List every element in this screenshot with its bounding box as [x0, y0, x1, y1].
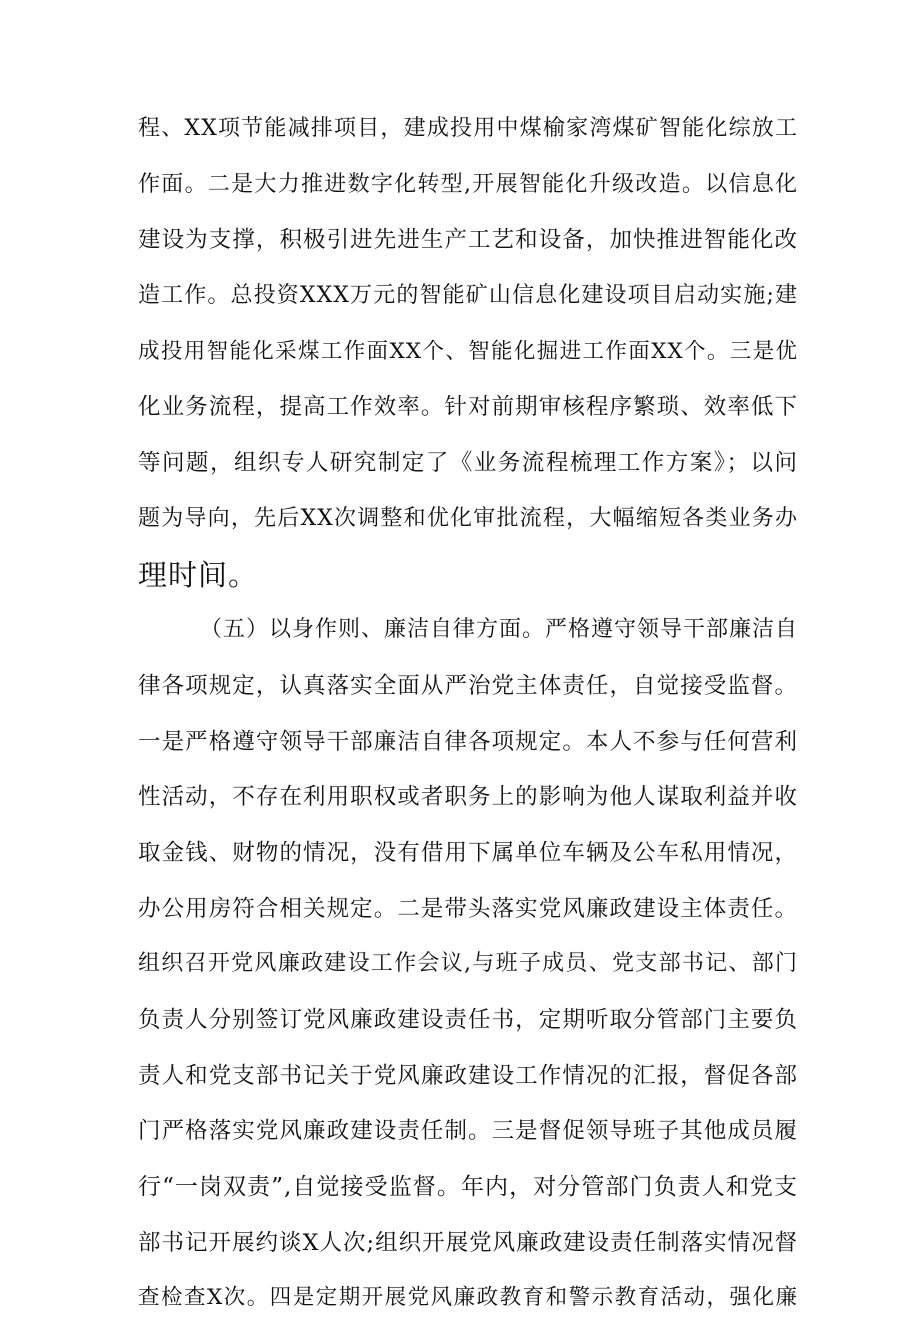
- text-line: 建设为支撑，积极引进先进生产工艺和设备，加快推进智能化改: [138, 227, 798, 254]
- text-line: 部书记开展约谈X人次;组织开展党风廉政建设责任制落实情况督: [138, 1229, 799, 1256]
- text-line: 责人和党支部书记关于党风廉政建设工作情况的汇报，督促各部: [138, 1062, 798, 1089]
- text-line: 组织召开党风廉政建设工作会议,与班子成员、党支部书记、部门: [138, 951, 798, 977]
- text-line: 律各项规定，认真落实全面从严治党主体责任，自觉接受监督。: [138, 672, 798, 699]
- text-line: 化业务流程，提高工作效率。针对前期审核程序繁琐、效率低下: [138, 394, 798, 421]
- text-line: 性活动，不存在利用职权或者职务上的影响为他人谋取利益并收: [138, 784, 798, 811]
- text-line: 办公用房符合相关规定。二是带头落实党风廉政建设主体责任。: [138, 895, 798, 922]
- text-line: 作面。二是大力推进数字化转型,开展智能化升级改造。以信息化: [138, 171, 798, 197]
- text-line: 负责人分别签订党风廉政建设责任书，定期听取分管部门主要负: [138, 1007, 798, 1033]
- text-line: 程、XX项节能减排项目，建成投用中煤榆家湾煤矿智能化综放工: [138, 116, 798, 141]
- text-line: 造工作。总投资XXX万元的智能矿山信息化建设项目启动实施;建: [138, 283, 798, 309]
- text-line: 等问题，组织专人研究制定了《业务流程梳理工作方案》；以问: [138, 450, 798, 477]
- text-line: 行“一岗双责”,自觉接受监督。年内，对分管部门负责人和党支: [138, 1174, 798, 1201]
- text-line: 取金钱、财物的情况，没有借用下属单位车辆及公车私用情况，: [138, 839, 798, 866]
- text-line: 门严格落实党风廉政建设责任制。三是督促领导班子其他成员履: [138, 1118, 798, 1145]
- text-line: 成投用智能化采煤工作面XX个、智能化掘进工作面XX个。三是优: [138, 338, 798, 364]
- section-heading-line: （五）以身作则、廉洁自律方面。严格遵守领导干部廉洁自: [200, 617, 799, 643]
- text-line: 一是严格遵守领导干部廉洁自律各项规定。本人不参与任何营利: [138, 728, 798, 755]
- text-line: 题为导向，先后XX次调整和优化审批流程，大幅缩短各类业务办: [138, 505, 798, 531]
- body-text: [138, 104, 798, 1329]
- paragraph-end-line: 理时间。: [138, 557, 259, 592]
- text-line: 查检查X次。四是定期开展党风廉政教育和警示教育活动，强化廉: [138, 1285, 798, 1311]
